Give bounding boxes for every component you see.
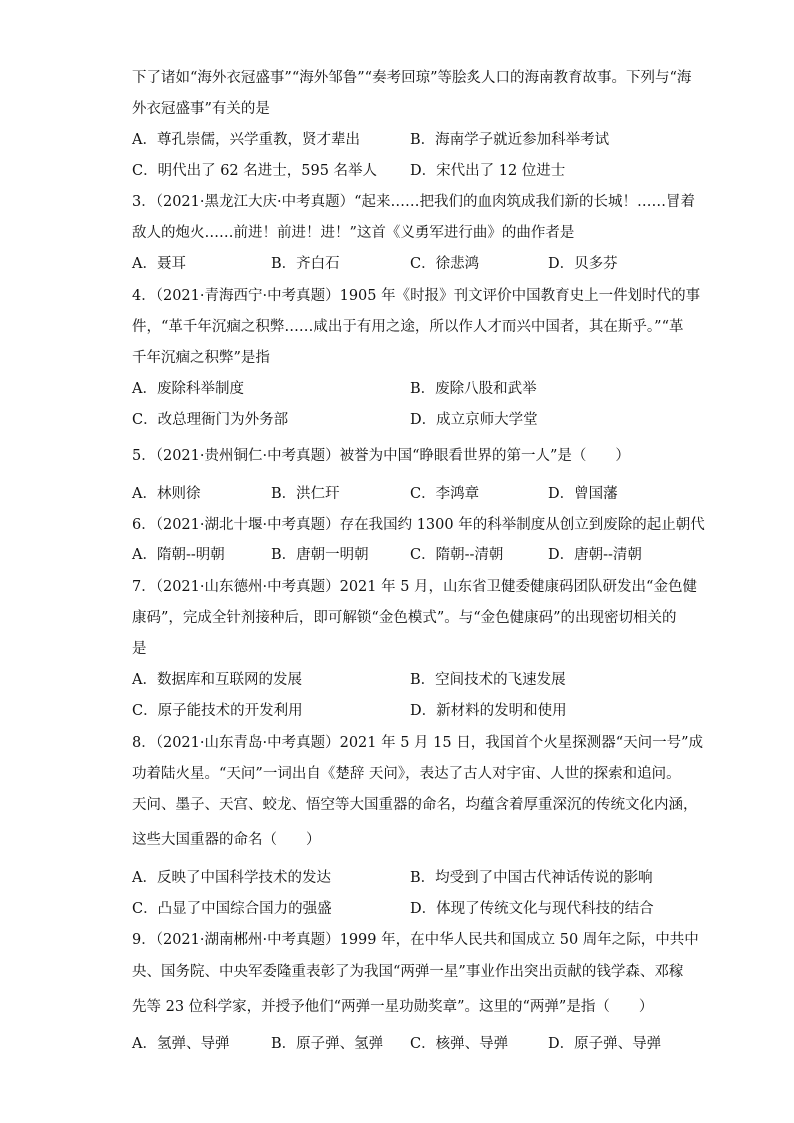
question-4-option-d[interactable]: D．成立京师大学堂 [410, 412, 538, 428]
question-9-option-c[interactable]: C．核弹、导弹 [410, 1036, 509, 1052]
question-8-option-b[interactable]: B．均受到了中国古代神话传说的影响 [410, 870, 653, 886]
question-4-text-line-2: 件，“革千年沉痼之积弊……咸出于有用之途，所以作人才而兴中国者，其在斯乎。”“革 [132, 319, 684, 335]
question-3-option-b[interactable]: B．齐白石 [271, 256, 340, 272]
question-2-option-a[interactable]: A．尊孔崇儒，兴学重教，贤才辈出 [132, 132, 360, 148]
question-6-option-c[interactable]: C．隋朝--清朝 [410, 547, 504, 563]
question-7-option-a[interactable]: A．数据库和互联网的发展 [132, 672, 302, 688]
question-5-option-a[interactable]: A．林则徐 [132, 486, 201, 502]
question-2-text-line-1: 下了诸如“海外衣冠盛事”“海外邹鲁”“奏考回琼”等脍炙人口的海南教育故事。下列与“海 [132, 70, 692, 86]
question-8-text-line-2: 功着陆火星。“天问”一词出自《楚辞 天问》，表达了古人对宇宙、人世的探索和追问。 [132, 766, 681, 782]
question-6-option-a[interactable]: A．隋朝--明朝 [132, 547, 225, 563]
question-7-text-line-2: 康码”，完成全针剂接种后，即可解锁“金色模式”。与“金色健康码”的出现密切相关的 [132, 610, 677, 626]
question-6-option-d[interactable]: D．唐朝--清朝 [548, 547, 642, 563]
question-2-text-line-2: 外衣冠盛事”有关的是 [132, 101, 270, 117]
question-2-option-d[interactable]: D．宋代出了 12 位进士 [410, 163, 566, 179]
question-8-text-line-3: 天问、墨子、天宫、蛟龙、悟空等大国重器的命名，均蕴含着厚重深沉的传统文化内涵， [132, 797, 698, 813]
question-8-option-a[interactable]: A．反映了中国科学技术的发达 [132, 870, 331, 886]
question-4-option-b[interactable]: B．废除八股和武举 [410, 381, 537, 397]
question-4-option-c[interactable]: C．改总理衙门为外务部 [132, 412, 289, 428]
question-3-option-a[interactable]: A．聂耳 [132, 256, 186, 272]
question-7-option-b[interactable]: B．空间技术的飞速发展 [410, 672, 566, 688]
question-8-option-d[interactable]: D．体现了传统文化与现代科技的结合 [410, 901, 654, 917]
question-3-option-d[interactable]: D．贝多芬 [548, 256, 618, 272]
question-4-option-a[interactable]: A．废除科举制度 [132, 381, 244, 397]
question-3-option-c[interactable]: C．徐悲鸿 [410, 256, 480, 272]
question-7-option-d[interactable]: D．新材料的发明和使用 [410, 703, 567, 719]
question-9-option-d[interactable]: D．原子弹、导弹 [548, 1036, 662, 1052]
question-8-text-line-1: 8．（2021·山东青岛·中考真题）2021 年 5 月 15 日，我国首个火星探测器“天问一号”成 [132, 735, 704, 751]
question-4-text-line-1: 4．（2021·青海西宁·中考真题）1905 年《时报》刊文评价中国教育史上一件划时代的事 [132, 288, 701, 304]
question-9-option-b[interactable]: B．原子弹、氢弹 [271, 1036, 384, 1052]
question-4-text-line-3: 千年沉痼之积弊”是指 [132, 350, 270, 366]
question-7-option-c[interactable]: C．原子能技术的开发利用 [132, 703, 303, 719]
question-9-text-line-2: 央、国务院、中央军委隆重表彰了为我国“两弹一星”事业作出突出贡献的钱学森、邓稼 [132, 964, 684, 980]
question-7-text-line-1: 7．（2021·山东德州·中考真题）2021 年 5 月，山东省卫健委健康码团队研发出“金色健 [132, 579, 697, 595]
question-9-text-line-1: 9．（2021·湖南郴州·中考真题）1999 年，在中华人民共和国成立 50 周年之际，中共中 [132, 932, 699, 948]
question-9-text-line-3: 先等 23 位科学家，并授予他们“两弹一星功勋奖章”。这里的“两弹”是指（ ） [132, 999, 654, 1015]
question-5-option-c[interactable]: C．李鸿章 [410, 486, 480, 502]
question-6-option-b[interactable]: B．唐朝一明朝 [271, 547, 369, 563]
question-8-text-line-4: 这些大国重器的命名（ ） [132, 832, 321, 848]
question-9-option-a[interactable]: A．氢弹、导弹 [132, 1036, 230, 1052]
question-2-option-b[interactable]: B．海南学子就近参加科举考试 [410, 132, 610, 148]
question-7-text-line-3: 是 [132, 641, 147, 657]
question-5-option-d[interactable]: D．曾国藩 [548, 486, 618, 502]
question-8-option-c[interactable]: C．凸显了中国综合国力的强盛 [132, 901, 332, 917]
question-6-text-line-1: 6．（2021·湖北十堰·中考真题）存在我国约 1300 年的科举制度从创立到废除的起止朝代 [132, 517, 705, 533]
question-3-text-line-2: 敌人的炮火……前进！前进！进！”这首《义勇军进行曲》的曲作者是 [132, 225, 575, 241]
question-2-option-c[interactable]: C．明代出了 62 名进士，595 名举人 [132, 163, 378, 179]
question-3-text-line-1: 3．（2021·黑龙江大庆·中考真题）“起来……把我们的血肉筑成我们新的长城！……冒着 [132, 194, 696, 210]
question-5-text-line-1: 5．（2021·贵州铜仁·中考真题）被誉为中国“睁眼看世界的第一人”是（ ） [132, 448, 630, 464]
question-5-option-b[interactable]: B．洪仁玕 [271, 486, 340, 502]
